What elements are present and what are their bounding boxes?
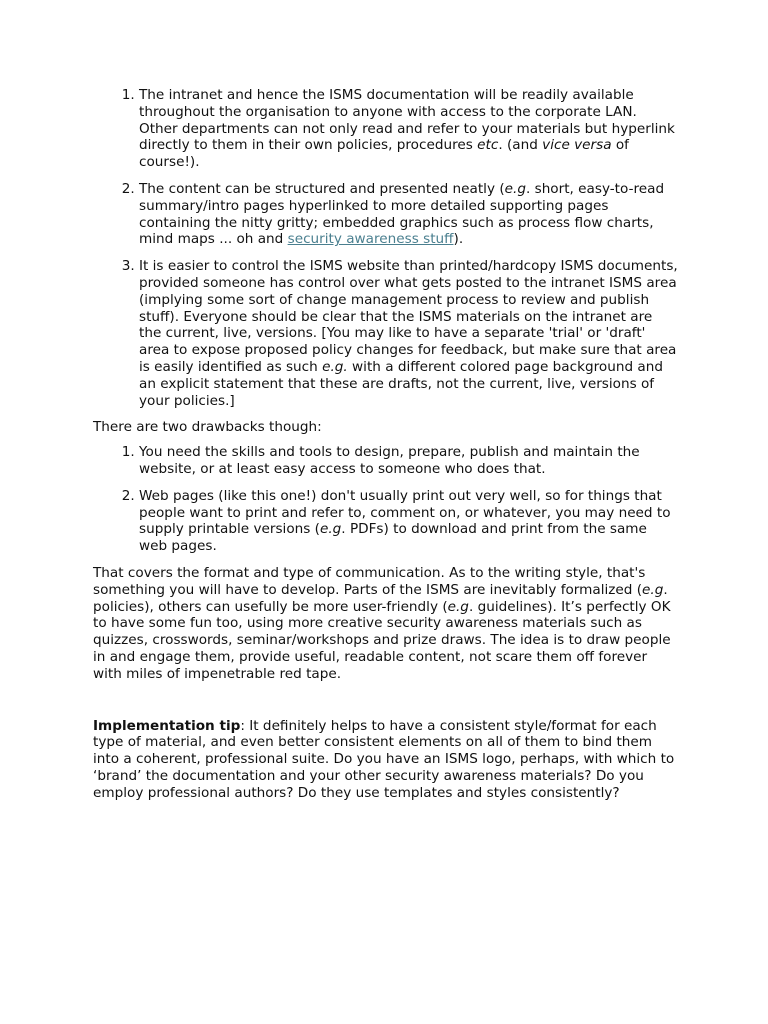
item-emphasis: e.g. xyxy=(322,358,348,375)
implementation-tip xyxy=(93,718,678,802)
item-emphasis: e.g xyxy=(504,180,526,197)
item-text: The intranet and hence the ISMS documentation will be readily available throughout the organisation to anyone with access to the corporate LAN. Other departments can not only read and refer to your materials but hyperlink directly to them in their own policies, procedures xyxy=(139,87,675,154)
item-text: with a different colored page background and an explicit statement that these are drafts, not the current, live, versions of your policies.] xyxy=(139,358,663,409)
item-text: . PDFs) to download and print from the same web pages. xyxy=(139,521,647,555)
item-text: of course!). xyxy=(139,137,629,171)
summary-paragraph xyxy=(93,565,678,683)
item-text: The content can be structured and presented neatly ( xyxy=(139,180,505,197)
paragraph-text: . guidelines). It’s perfectly OK to have some fun too, using more creative security awareness materials such as quizzes, crosswords, seminar/workshops and prize draws. The idea is to draw people in and engage them, provide useful, readable content, not scare them off forever with miles of impenetrable red tape. xyxy=(93,598,671,682)
item-emphasis: etc xyxy=(477,137,499,154)
item-text: ). xyxy=(453,231,464,248)
list-item xyxy=(139,444,678,478)
document-page xyxy=(93,87,678,801)
paragraph-emphasis: e.g xyxy=(447,598,469,615)
tip-text: : It definitely helps to have a consistent style/format for each type of material, and even better consistent elements on all of them to bind them into a coherent, professional suite. Do you have an ISMS logo, perhaps, with which to ‘brand’ the documentation and your other security awareness materials? Do you employ professional authors? Do they use templates and styles consistently? xyxy=(93,717,675,801)
list-item xyxy=(139,87,678,171)
list-item xyxy=(139,258,678,409)
item-text: It is easier to control the ISMS website than printed/hardcopy ISMS documents, provided someone has control over what gets posted to the intranet ISMS area (implying some sort of change management process to review and publish stuff). Everyone should be clear that the ISMS materials on the intranet are the current, live, versions. [You may like to have a separate 'trial' or 'draft' area to expose proposed policy changes for feedback, but make sure that area is easily identified as such xyxy=(139,258,678,375)
paragraph-text: That covers the format and type of communication. As to the writing style, that's something you will have to develop. Parts of the ISMS are inevitably formalized ( xyxy=(93,564,646,598)
item-text: You need the skills and tools to design, prepare, publish and maintain the website, or at least easy access to someone who does that. xyxy=(139,444,640,477)
item-emphasis: vice versa xyxy=(542,137,612,154)
item-emphasis: e.g xyxy=(319,521,342,538)
tip-label: Implementation tip xyxy=(93,717,241,734)
advantages-list xyxy=(93,87,678,409)
drawbacks-list xyxy=(93,444,678,555)
item-text: . short, easy-to-read summary/intro pages hyperlinked to more detailed supporting pages containing the nitty gritty; embedded graphics such as process flow charts, mind maps ... oh and xyxy=(139,180,665,248)
list-item xyxy=(139,181,678,248)
security-awareness-link[interactable]: security awareness stuff xyxy=(287,231,454,248)
drawbacks-intro: There are two drawbacks though: xyxy=(93,419,322,436)
list-item xyxy=(139,488,678,555)
item-text: . (and xyxy=(498,137,543,154)
item-text: Web pages (like this one!) don't usually print out very well, so for things that people want to print and refer to, comment on, or whatever, you may need to supply printable versions ( xyxy=(139,487,671,538)
paragraph-text: . policies), others can usefully be more user-friendly ( xyxy=(93,581,668,615)
paragraph-emphasis: e.g xyxy=(642,581,664,598)
